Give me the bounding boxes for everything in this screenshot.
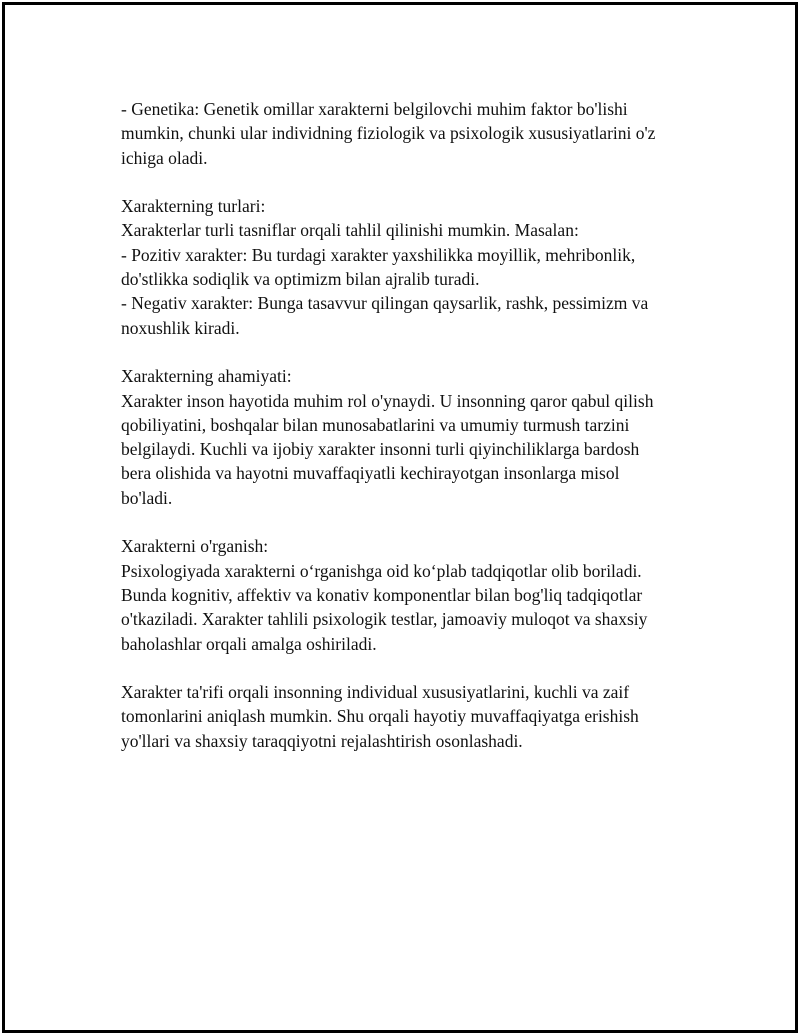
paragraph-gap — [121, 656, 711, 680]
text-line: belgilaydi. Kuchli va ijobiy xarakter insonni turli qiyinchiliklarga bardosh — [121, 439, 640, 460]
section-heading: Xarakterning turlari: — [121, 196, 266, 217]
paragraph-genetika — [121, 97, 711, 170]
paragraph-gap — [121, 510, 711, 534]
text-line: Bunda kognitiv, affektiv va konativ komponentlar bilan bog'liq tadqiqotlar — [121, 584, 643, 605]
text-line: - Pozitiv xarakter: Bu turdagi xarakter yaxshilikka moyillik, mehribonlik, — [121, 244, 636, 265]
text-line: o'tkaziladi. Xarakter tahlili psixologik testlar, jamoaviy muloqot va shaxsiy — [121, 609, 648, 630]
text-line: Psixologiyada xarakterni o‘rganishga oid ko‘plab tadqiqotlar olib boriladi. — [121, 560, 642, 581]
paragraph-gap — [121, 340, 711, 364]
text-line: tomonlarini aniqlash mumkin. Shu orqali hayotiy muvaffaqiyatga erishish — [121, 706, 639, 727]
text-line: do'stlikka sodiqlik va optimizm bilan ajralib turadi. — [121, 269, 480, 290]
text-line: baholashlar orqali amalga oshiriladi. — [121, 633, 377, 654]
text-line: bera olishida va hayotni muvaffaqiyatli kechirayotgan insonlarga misol — [121, 463, 620, 484]
text-line: bo'ladi. — [121, 487, 173, 508]
paragraph-xulosa — [121, 680, 711, 753]
section-heading: Xarakterning ahamiyati: — [121, 366, 292, 387]
paragraph-ahamiyati — [121, 364, 711, 510]
document-body — [121, 97, 711, 753]
section-heading: Xarakterni o'rganish: — [121, 536, 269, 557]
text-line: qobiliyatini, boshqalar bilan munosabatlarini va umumiy turmush tarzini — [121, 414, 630, 435]
text-line: noxushlik kiradi. — [121, 317, 240, 338]
page-frame — [2, 2, 798, 1033]
paragraph-turlari — [121, 194, 711, 340]
paragraph-gap — [121, 170, 711, 194]
text-line: Xarakterlar turli tasniflar orqali tahlil qilinishi mumkin. Masalan: — [121, 220, 579, 241]
paragraph-organish — [121, 534, 711, 655]
text-line: mumkin, chunki ular individning fiziologik va psixologik xususiyatlarini o'z — [121, 123, 656, 144]
text-line: - Negativ xarakter: Bunga tasavvur qilingan qaysarlik, rashk, pessimizm va — [121, 293, 649, 314]
text-line: yo'llari va shaxsiy taraqqiyotni rejalashtirish osonlashadi. — [121, 730, 523, 751]
text-line: - Genetika: Genetik omillar xarakterni belgilovchi muhim faktor bo'lishi — [121, 99, 628, 119]
text-line: ichiga oladi. — [121, 147, 208, 168]
text-line: Xarakter ta'rifi orqali insonning individual xususiyatlarini, kuchli va zaif — [121, 682, 630, 703]
text-line: Xarakter inson hayotida muhim rol o'ynaydi. U insonning qaror qabul qilish — [121, 390, 654, 411]
